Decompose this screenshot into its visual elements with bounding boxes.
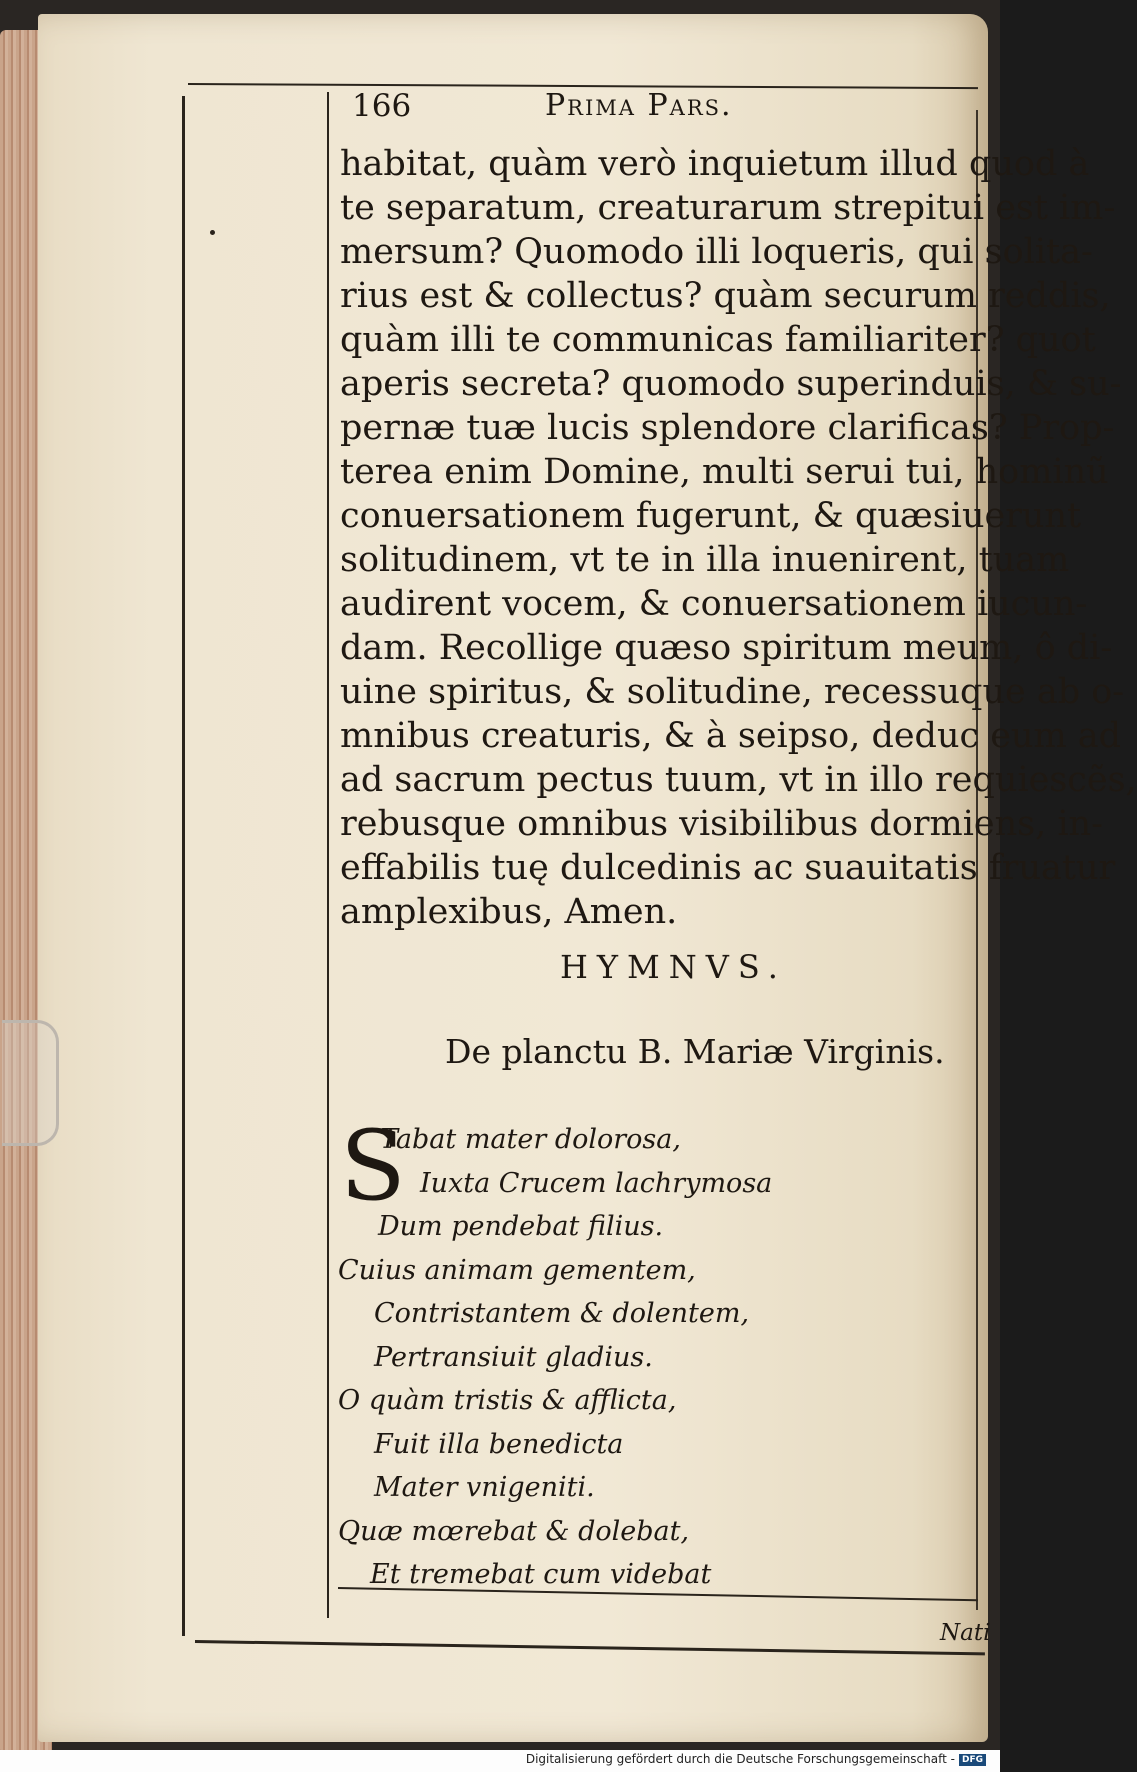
text-line: dam. Recollige quæso spiritum meum, ô di- (340, 628, 1113, 668)
text-line: uine spiritus, & solitudine, recessuque ab o- (340, 672, 1125, 712)
text-line: rebusque omnibus visibilibus dormiens, in- (340, 804, 1103, 844)
text-line: solitudinem, vt te in illa inuenirent, tuam (340, 540, 1070, 580)
text-line: rius est & collectus? quàm securum reddis, (340, 276, 1111, 316)
text-line: terea enim Domine, multi serui tui, hominũ (340, 452, 1109, 492)
page-number: 166 (352, 88, 412, 124)
verse-line: Mater vnigeniti. (374, 1472, 595, 1503)
dfg-logo-icon: DFG (959, 1754, 986, 1766)
verse-line: Quæ mœrebat & dolebat, (338, 1515, 690, 1547)
hymn-verses (338, 1110, 978, 1597)
text-line: audirent vocem, & conuersationem iucun- (340, 584, 1088, 624)
text-line: te separatum, creaturarum strepitui est im- (340, 188, 1116, 228)
outer-margin-rule (182, 96, 185, 1636)
text-line: effabilis tuę dulcedinis ac suauitatis fruatur (340, 848, 1116, 888)
verse-line: Dum pendebat filius. (378, 1211, 664, 1242)
text-line: habitat, quàm verò inquietum illud quod à (340, 144, 1090, 184)
hymn-title: HYMNVS. (560, 948, 787, 986)
drop-cap: S (340, 1110, 406, 1222)
verse-line: O quàm tristis & afflicta, (338, 1385, 677, 1416)
prayer-text (340, 142, 1137, 934)
page-clip (2, 1020, 59, 1146)
text-line: quàm illi te communicas familiariter? quot (340, 320, 1096, 360)
text-line: pernæ tuæ lucis splendore clarificas? Prop- (340, 408, 1115, 448)
verse-line: Iuxta Crucem lachrymosa (420, 1167, 773, 1199)
text-line: mnibus creaturis, & à seipso, deduc eum ad (340, 716, 1122, 756)
catchword: Nati (940, 1620, 991, 1646)
verse-line: Et tremebat cum videbat (370, 1559, 712, 1590)
verse-line: Pertransiuit gladius. (374, 1341, 653, 1373)
verse-line: Cuius animam gementem, (338, 1254, 696, 1286)
margin-dot (210, 230, 215, 235)
verse-line: Tabat mater dolorosa, (380, 1124, 681, 1155)
text-line: aperis secreta? quomodo superinduis, & su- (340, 364, 1122, 404)
verse-line: Contristantem & dolentem, (374, 1298, 750, 1329)
text-line: ad sacrum pectus tuum, vt in illo requiescẽs, (340, 760, 1137, 800)
digitization-credit (526, 1752, 986, 1766)
text-line: conuersationem fugerunt, & quæsiuerunt (340, 496, 1082, 536)
hymn-subtitle: De planctu B. Mariæ Virginis. (445, 1032, 945, 1071)
text-line: mersum? Quomodo illi loqueris, qui solita- (340, 232, 1093, 272)
inner-margin-rule (327, 92, 329, 1618)
credit-text: Digitalisierung gefördert durch die Deutsche Forschungsgemeinschaft - (525, 1752, 955, 1766)
text-line: amplexibus, Amen. (340, 892, 678, 932)
verse-line: Fuit illa benedicta (374, 1428, 624, 1460)
running-head: Prima Pars. (545, 88, 733, 123)
